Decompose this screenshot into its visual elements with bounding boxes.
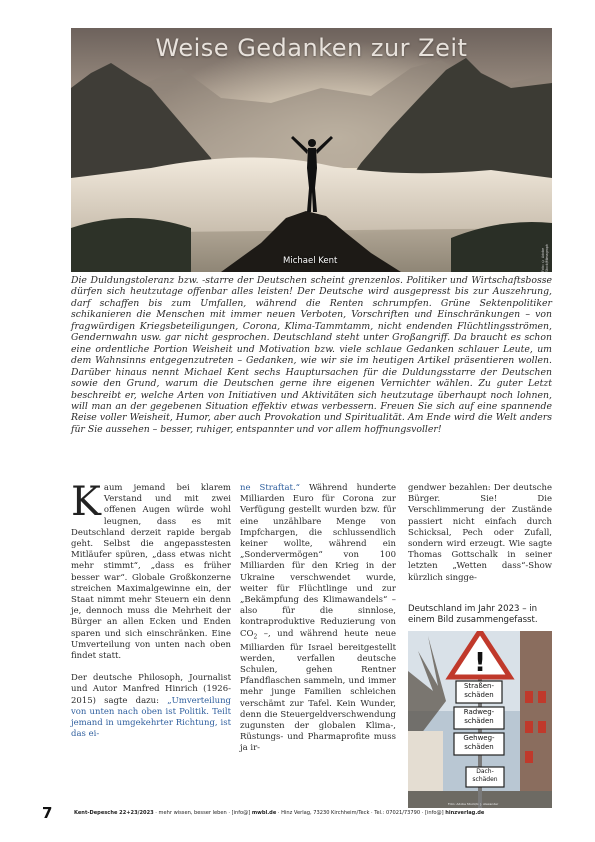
footer-tagline: · mehr wissen, besser leben · [info@] — [153, 810, 252, 816]
website-link[interactable]: mwbl.de — [251, 810, 277, 816]
paragraph-text: Der deutsche Philosoph, Journalist und Autor Manfred Hinrich (1926-2015) sagte dazu: — [71, 673, 231, 706]
photo-credit: Foto: © Adobe Stock/Mimagraph — [541, 244, 549, 272]
photo-credit: Foto: Adobe Stock/U. J. Alexander — [448, 802, 499, 806]
quote-text: „Umverteilung von unten nach oben ist Politik. Teilt jemand in umgekehrter Richtung, ist das ei- — [71, 695, 231, 740]
sign-label: Gehweg- schäden — [463, 734, 495, 751]
street-sign-photo — [408, 631, 552, 808]
quote-text: ne Straftat.“ — [240, 483, 300, 493]
page-number: 7 — [42, 804, 53, 822]
drop-cap: K — [71, 479, 101, 525]
publication-name: Kent-Depesche 22+23/2023 — [74, 810, 154, 816]
photo-caption: Michael Kent — [283, 256, 338, 266]
text-column-3 — [408, 483, 552, 584]
street-sign-photo-caption: Deutschland im Jahr 2023 – in einem Bild zusammengefasst. — [408, 604, 538, 625]
article-intro: Die Duldungstoleranz bzw. -starre der Deutschen scheint grenzenlos. Politiker und Wirtschaftsbosse dürfen sich heutzutage offenbar alles leisten! Der Deutsche wird ausgepresst bis zur Auszehrung, darf schaffen bis zum Umfallen, während die Renten schrumpfen. Grüne Sektenpolitiker schikanieren die Menschen mit immer neuen Verboten, Vorschriften und Einschränkungen – von fragwürdigen Kriegsbeteiligungen, Corona, Klima-Tammtamm, nicht endenden Flüchtlingsströmen, Gendernwahn usw. gar nicht gesprochen. Deutschland steht unter Großangriff. Da braucht es schon eine ordentliche Portion Weisheit und Motivation bzw. viele schlaue Gedanken schlauer Leute, um dem Wahnsinns entgegenzutreten – Gedanken, wie wir sie im heutigen Artikel präsentieren wollen. Darüber hinaus nennt Michael Kent sechs Hauptursachen für die Duldungsstarre der Deutschen sowie den Grund, warum die Deutschen gerne ihre eigenen Vernichter wählen. Zu guter Letzt beschreibt er, welche Arten von Initiativen und Aktivitäten sich heutzutage überhaupt noch lohnen, will man an der gegebenen Situation effektiv etwas verbessern. Freuen Sie sich auf eine spannende Reise voller Weisheit, Humor, aber auch Provokation und Spiritualität. Am Ende wird die Welt anders für Sie aussehen – besser, ruhiger, entspannter und vor allem hoffnungsvoller! — [71, 275, 552, 435]
paragraph-text: –, und während heute neue Milliarden für Israel bereitgestellt werden, verfallen deutsche Schulen, gehen Rentner Pfandflaschen sammeln, und immer mehr junge Familien schleichen verschämt zur Tafel. Kein Wunder, denn die Steuergeldverschwendung zugunsten der globalen Klima-, Rüstungs- und Pharmaprofite muss ja ir- — [240, 628, 396, 754]
sign-label: Radweg- schäden — [463, 708, 495, 725]
text-column-2 — [240, 483, 396, 755]
footer-address: · Hinz Verlag, 73230 Kirchheim/Teck · Tel.: 07021/73790 · [info@] — [276, 810, 446, 816]
sign-label: Straßen- schäden — [463, 682, 495, 699]
sign-label: Dach- schäden — [472, 768, 498, 783]
paragraph-text: Während hunderte Milliarden Euro für Corona zur Verfügung gestellt wurden bzw. für eine unzählbare Menge von Impfchargen, die schlussendlich keiner wollte, während ein „Sondervermögen“ von 100 Milliarden für den Krieg in der Ukraine verschwendet wurde, weiter für Flüchtlinge und zur „Bekämpfung des Klimawandels“ – also für die sinnlose, kontraproduktive Reduzierung von CO — [240, 483, 397, 639]
svg-text:!: ! — [474, 648, 486, 678]
page-footer — [74, 810, 552, 816]
paragraph — [71, 673, 231, 740]
article-title: Weise Gedanken zur Zeit — [155, 34, 468, 62]
text-column-1 — [71, 479, 231, 740]
hero-image — [71, 28, 552, 272]
paragraph — [71, 479, 231, 662]
mountain-landscape-photo — [71, 28, 552, 272]
paragraph — [240, 483, 396, 755]
paragraph: gendwer bezahlen: Der deutsche Bürger. Sie! Die Verschlimmerung der Zustände passiert nicht einfach durch Schicksal, Pech oder Zufall, sondern wird erzeugt. Wie sagte Thomas Gottschalk in seiner letzten „Wetten dass“-Show kürzlich singge- — [408, 483, 552, 583]
subscript: 2 — [253, 633, 258, 641]
website-link[interactable]: hinzverlag.de — [445, 810, 485, 816]
paragraph-text: aum jemand bei klarem Verstand und mit zwei offenen Augen würde wohl leugnen, dass es mit Deutschland derzeit rapide bergab geht. Selbst die angepasstesten Mitläufer spüren, „dass etwas nicht mehr stimmt“, „dass es früher besser war“. Globale Großkonzerne streichen Maximalgewinne ein, der Staat nimmt mehr Steuern ein denn je, dennoch muss die Mehrheit der Bürger an allen Ecken und Enden sparen und sich einschränken. Eine Umverteilung von unten nach oben findet statt. — [71, 483, 231, 662]
